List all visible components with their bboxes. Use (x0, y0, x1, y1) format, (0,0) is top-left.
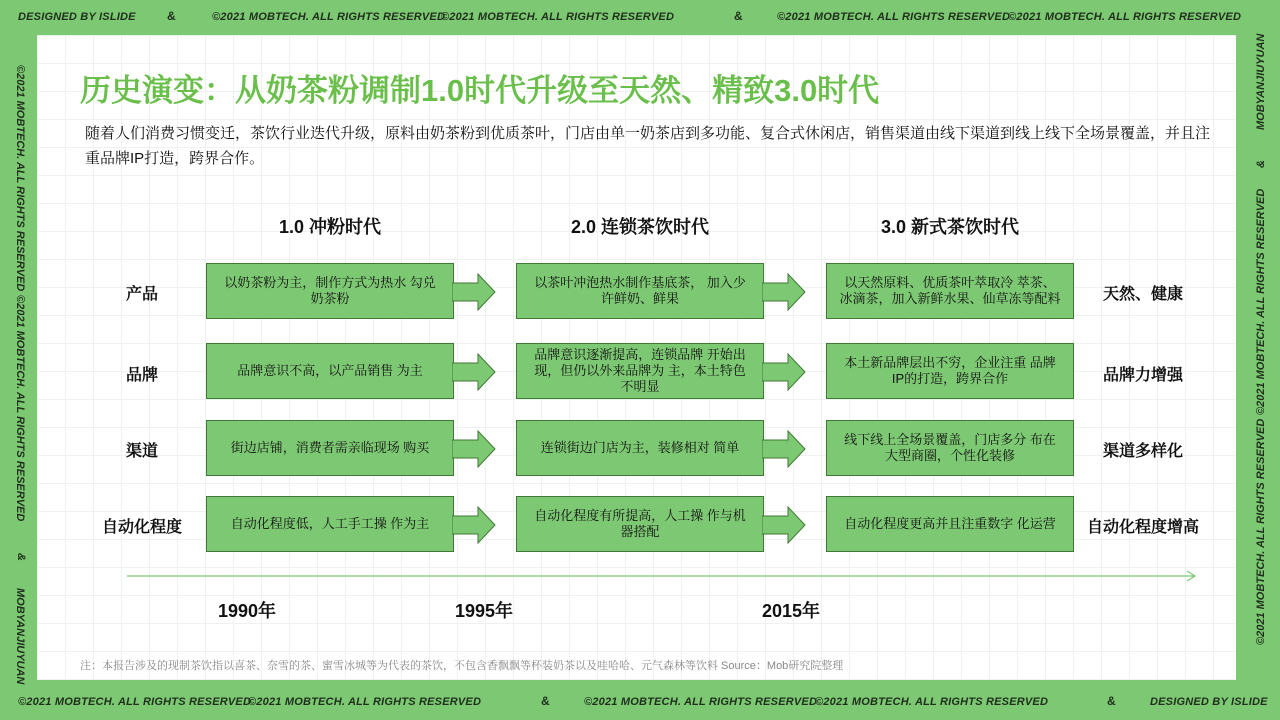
frame-copyright: ©2021 MOBTECH. ALL RIGHTS RESERVED (777, 11, 1011, 23)
cell-product-era2: 以茶叶冲泡热水制作基底茶， 加入少许鲜奶、鲜果 (516, 263, 764, 319)
cell-product-era3: 以天然原料、优质茶叶萃取冷 萃茶、冰滴茶，加入新鲜水果、仙草冻等配料 (826, 263, 1074, 319)
frame-ampersand-vertical: & (1255, 160, 1267, 168)
era-heading-2: 2.0 连锁茶饮时代 (570, 217, 710, 237)
cell-automation-era2: 自动化程度有所提高，人工操 作与机器搭配 (516, 496, 764, 552)
frame-copyright: ©2021 MOBTECH. ALL RIGHTS RESERVED (584, 696, 818, 708)
intro-paragraph: 随着人们消费习惯变迁，茶饮行业迭代升级，原料由奶茶粉到优质茶叶，门店由单一奶茶店到多功能、复合式休闲店，销售渠道由线下渠道到线上线下全场景覆盖，并且注重品牌IP打造，跨界合作。 (85, 125, 1211, 167)
slide-canvas (37, 35, 1236, 680)
frame-copyright: ©2021 MOBTECH. ALL RIGHTS RESERVED (441, 11, 675, 23)
frame-credit-bottom: DESIGNED BY ISLIDE (1150, 696, 1268, 708)
frame-copyright: ©2021 MOBTECH. ALL RIGHTS RESERVED (248, 696, 482, 708)
cell-product-era1: 以奶茶粉为主，制作方式为热水 勾兑奶茶粉 (206, 263, 454, 319)
arrow-right-icon (762, 505, 806, 545)
cell-channel-era2: 连锁街边门店为主，装修相对 简单 (516, 420, 764, 476)
arrow-right-icon (452, 505, 496, 545)
page-title: 历史演变：从奶茶粉调制1.0时代升级至天然、精致3.0时代 (80, 73, 880, 108)
year-1995: 1995年 (455, 601, 514, 621)
cell-automation-era1: 自动化程度低，人工手工操 作为主 (206, 496, 454, 552)
cell-brand-era1: 品牌意识不高，以产品销售 为主 (206, 343, 454, 399)
frame-copyright-vertical: ©2021 MOBTECH. ALL RIGHTS RESERVED (14, 295, 26, 522)
arrow-right-icon (762, 352, 806, 392)
year-1990: 1990年 (218, 601, 277, 621)
arrow-right-icon (452, 429, 496, 469)
frame-copyright-vertical: ©2021 MOBTECH. ALL RIGHTS RESERVED (1255, 418, 1267, 645)
footnote: 注：本报告涉及的现制茶饮指以喜茶、奈雪的茶、蜜雪冰城等为代表的茶饮，不包含香飘飘等杯装奶茶以及哇哈哈、元气森林等饮料 Source：Mob研究院整理 (80, 660, 844, 672)
frame-copyright: ©2021 MOBTECH. ALL RIGHTS RESERVED (212, 11, 446, 23)
frame-copyright: ©2021 MOBTECH. ALL RIGHTS RESERVED (1008, 11, 1242, 23)
row-label-channel: 渠道 (125, 443, 158, 460)
frame-ampersand: & (734, 9, 743, 23)
cell-channel-era3: 线下线上全场景覆盖，门店多分 布在大型商圈，个性化装修 (826, 420, 1074, 476)
frame-ampersand-vertical: & (15, 553, 27, 561)
arrow-right-icon (762, 429, 806, 469)
frame-mark-vertical: MOBYANJIUYUAN (14, 588, 26, 685)
arrow-right-icon (452, 352, 496, 392)
frame-mark-vertical: MOBYANJIUYUAN (1255, 33, 1267, 130)
year-2015: 2015年 (762, 601, 821, 621)
row-label-product: 产品 (125, 286, 158, 303)
row-label-automation: 自动化程度 (101, 519, 182, 536)
era-heading-1: 1.0 冲粉时代 (278, 217, 382, 237)
frame-ampersand: & (1107, 694, 1116, 708)
cell-brand-era3: 本土新品牌层出不穷，企业注重 品牌IP的打造，跨界合作 (826, 343, 1074, 399)
timeline-arrow (127, 570, 1199, 582)
frame-credit-top: DESIGNED BY ISLIDE (18, 11, 136, 23)
frame-copyright-vertical: ©2021 MOBTECH. ALL RIGHTS RESERVED (1255, 188, 1267, 415)
cell-automation-era3: 自动化程度更高并且注重数字 化运营 (826, 496, 1074, 552)
era-heading-3: 3.0 新式茶饮时代 (880, 217, 1020, 237)
frame-copyright: ©2021 MOBTECH. ALL RIGHTS RESERVED (18, 696, 252, 708)
result-automation: 自动化程度增高 (1087, 519, 1200, 536)
arrow-right-icon (762, 272, 806, 312)
result-product: 天然、健康 (1103, 286, 1184, 303)
cell-brand-era2: 品牌意识逐渐提高，连锁品牌 开始出现，但仍以外来品牌为 主，本土特色不明显 (516, 343, 764, 399)
frame-copyright-vertical: ©2021 MOBTECH. ALL RIGHTS RESERVED (14, 65, 26, 292)
frame-ampersand: & (167, 9, 176, 23)
result-brand: 品牌力增强 (1103, 367, 1184, 384)
cell-channel-era1: 街边店铺，消费者需亲临现场 购买 (206, 420, 454, 476)
frame-copyright: ©2021 MOBTECH. ALL RIGHTS RESERVED (815, 696, 1049, 708)
frame-ampersand: & (541, 694, 550, 708)
row-label-brand: 品牌 (125, 367, 158, 384)
arrow-right-icon (452, 272, 496, 312)
result-channel: 渠道多样化 (1103, 443, 1184, 460)
